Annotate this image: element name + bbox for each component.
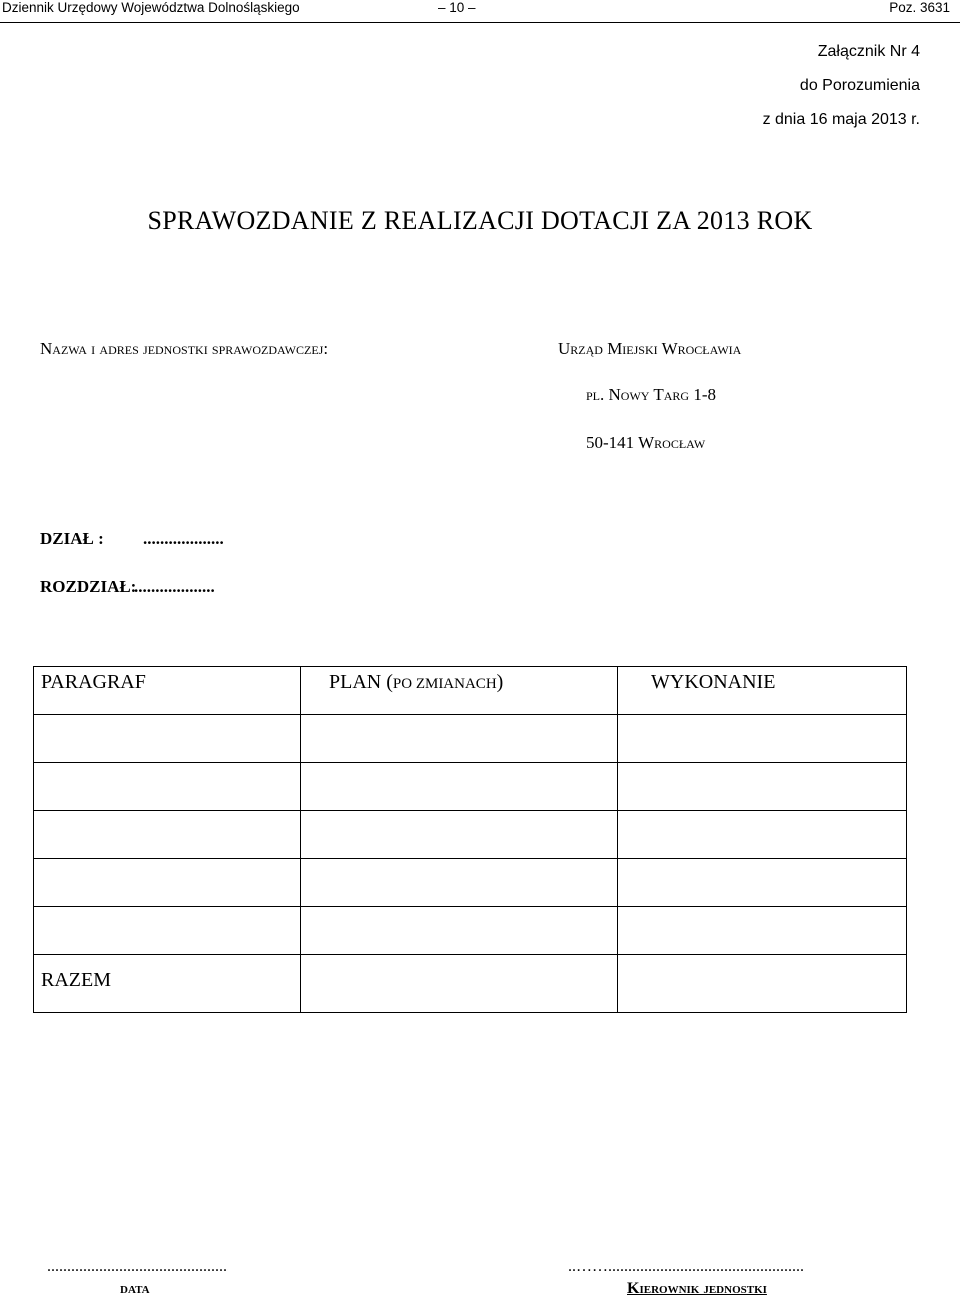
table-cell[interactable] (34, 859, 301, 907)
table-header-row (34, 667, 907, 715)
total-row (34, 955, 907, 1013)
unit-label: Nazwa i adres jednostki sprawozdawczej: (40, 339, 329, 358)
table-cell[interactable] (301, 715, 618, 763)
total-wykonanie-cell[interactable] (618, 955, 907, 1013)
dzial-label: DZIAŁ : (40, 529, 104, 548)
table-cell[interactable] (34, 715, 301, 763)
table-cell[interactable] (301, 907, 618, 955)
head-signature-line: ..……................................................. (568, 1258, 804, 1275)
table-cell[interactable] (34, 811, 301, 859)
attachment-agreement: do Porozumienia (799, 77, 920, 94)
rozdzial-label: ROZDZIAŁ: (40, 577, 137, 596)
dzial-value: ................... (143, 529, 224, 548)
head-label: Kierownik jednostki (627, 1280, 767, 1297)
table-row (34, 715, 907, 763)
table-cell[interactable] (618, 763, 907, 811)
table-cell[interactable] (618, 811, 907, 859)
header-divider (0, 22, 960, 23)
position-number: Poz. 3631 (889, 0, 950, 15)
total-label: RAZEM (34, 955, 301, 1013)
table-cell[interactable] (301, 811, 618, 859)
table-cell[interactable] (618, 859, 907, 907)
unit-street: pl. Nowy Targ 1-8 (586, 385, 717, 404)
attachment-number: Załącznik Nr 4 (817, 43, 920, 60)
table-row (34, 859, 907, 907)
table-cell[interactable] (34, 763, 301, 811)
attachment-date: z dnia 16 maja 2013 r. (762, 111, 920, 128)
unit-city: 50-141 Wrocław (586, 433, 706, 452)
unit-name: Urząd Miejski Wrocławia (558, 339, 742, 358)
report-title: SPRAWOZDANIE Z REALIZACJI DOTACJI ZA 2013 ROK (147, 206, 813, 235)
table-cell[interactable] (34, 907, 301, 955)
header-plan: PLAN (PO ZMIANACH) (301, 667, 618, 715)
table-cell[interactable] (301, 859, 618, 907)
report-table (33, 666, 907, 1013)
header-paragraf: PARAGRAF (34, 667, 301, 715)
journal-title: Dziennik Urzędowy Województwa Dolnośląskiego (2, 0, 300, 15)
date-signature-line: ............................................. (47, 1258, 227, 1275)
header-wykonanie: WYKONANIE (618, 667, 907, 715)
date-label: data (120, 1280, 150, 1297)
table-row (34, 763, 907, 811)
rozdzial-value: ................... (134, 577, 215, 596)
table-row (34, 907, 907, 955)
table-cell[interactable] (618, 907, 907, 955)
page-number: – 10 – (438, 0, 476, 15)
total-plan-cell[interactable] (301, 955, 618, 1013)
table-cell[interactable] (301, 763, 618, 811)
table-cell[interactable] (618, 715, 907, 763)
table-row (34, 811, 907, 859)
